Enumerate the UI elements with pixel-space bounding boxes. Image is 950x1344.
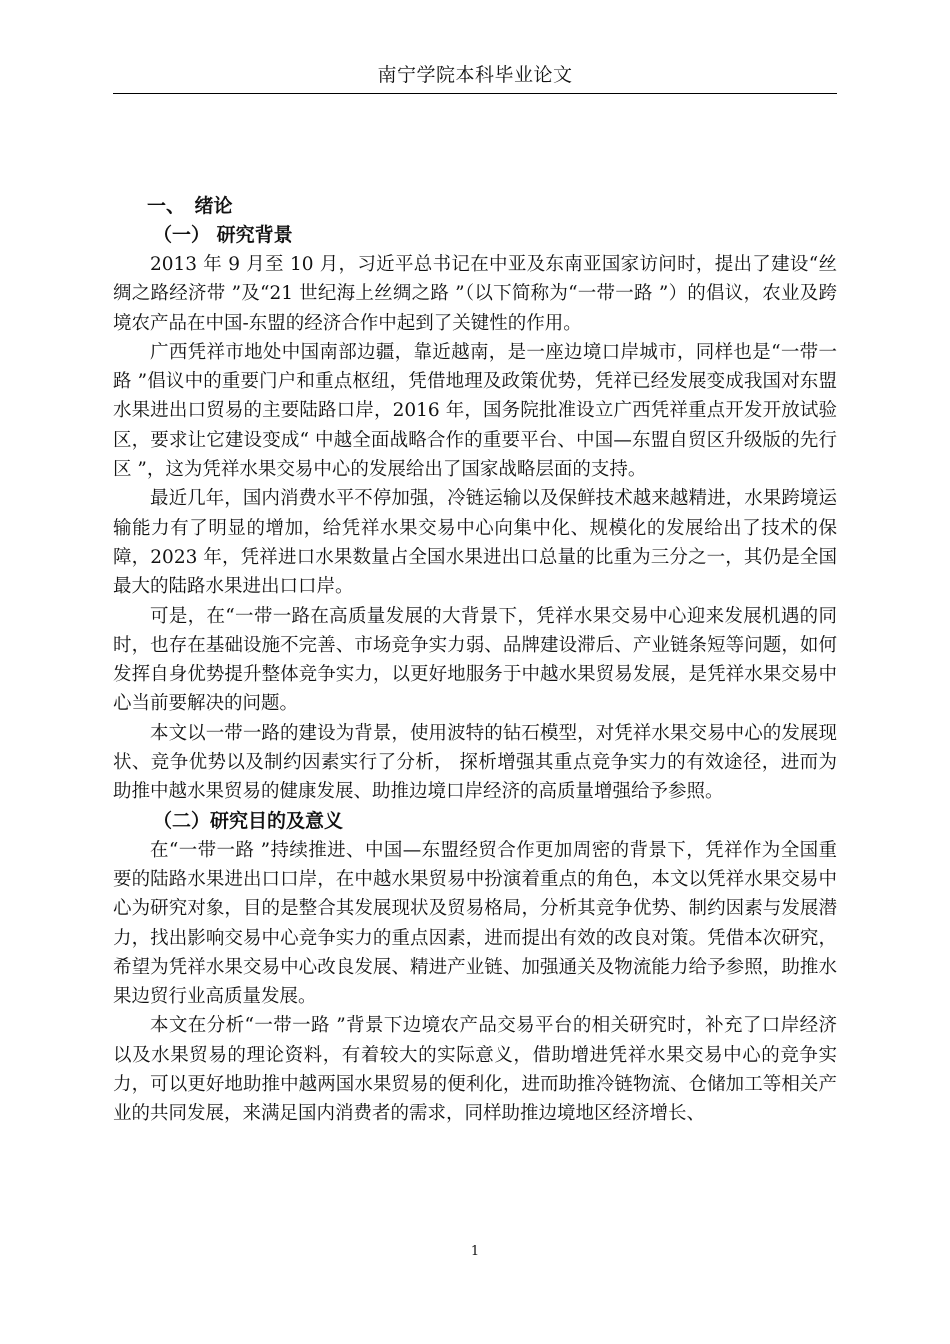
page-number: 1 [470, 1244, 480, 1259]
paragraph: 本文在分析“一带一路 ”背景下边境农产品交易平台的相关研究时，补充了口岸经济以及水果贸易的理论资料，有着较大的实际意义，借助增进凭祥水果交易中心的竞争实力，可以更好地助推中越两国水果贸易的便利化，进而助推冷链物流、仓储加工等相关产业的共同发展，来满足国内消费者的需求，同样助推边境地区经济增长、 [113, 1015, 837, 1125]
paragraph: 本文以一带一路的建设为背景，使用波特的钻石模型，对凭祥水果交易中心的发展现状、竞争优势以及制约因素实行了分析， 探析增强其重点竞争实力的有效途径，进而为助推中越水果贸易的健康发展、助推边境口岸经济的高质量增强给予参照。 [113, 722, 837, 803]
paragraph: 最近几年，国内消费水平不停加强，冷链运输以及保鲜技术越来越精进，水果跨境运输能力有了明显的增加，给凭祥水果交易中心向集中化、规模化的发展给出了技术的保障，2023 年，凭祥进口水果数量占全国水果进出口总量的比重为三分之一，其仍是全国最大的陆路水果进出口口岸。 [113, 488, 837, 598]
paragraph: 在“一带一路 ”持续推进、中国—东盟经贸合作更加周密的背景下，凭祥作为全国重要的陆路水果进出口口岸，在中越水果贸易中扮演着重点的角色，本文以凭祥水果交易中心为研究对象，目的是整合其发展现状及贸易格局，分析其竞争优势、制约因素与发展潜力，找出影响交易中心竞争实力的重点因素，进而提出有效的改良对策。凭借本次研究，希望为凭祥水果交易中心改良发展、精进产业链、加强通关及物流能力给予参照，助推水果边贸行业高质量发展。 [113, 839, 837, 1008]
paragraph: 可是，在“一带一路在高质量发展的大背景下，凭祥水果交易中心迎来发展机遇的同时，也存在基础设施不完善、市场竞争实力弱、品牌建设滞后、产业链条短等问题，如何发挥自身优势提升整体竞争实力，以更好地服务于中越水果贸易发展，是凭祥水果交易中心当前要解决的问题。 [113, 605, 837, 715]
chapter-heading: 一、 绪论 [147, 195, 233, 217]
paragraph: 广西凭祥市地处中国南部边疆，靠近越南，是一座边境口岸城市，同样也是“一带一路 ”倡议中的重要门户和重点枢纽，凭借地理及政策优势，凭祥已经发展变成我国对东盟水果进出口贸易的主要陆路口岸，2016 年，国务院批准设立广西凭祥重点开发开放试验区，要求让它建设变成“ 中越全面战略合作的重要平台、中国—东盟自贸区升级版的先行区 ”，这为凭祥水果交易中心的发展给出了国家战略层面的支持。 [113, 341, 837, 481]
page-header: 南宁学院本科毕业论文 [113, 60, 837, 94]
section-heading-purpose: （二）研究目的及意义 [153, 809, 344, 832]
section-heading-background: （一） 研究背景 [153, 224, 293, 246]
document-body [113, 192, 837, 1129]
paragraph: 2013 年 9 月至 10 月，习近平总书记在中亚及东南亚国家访问时，提出了建设“丝绸之路经济带 ”及“21 世纪海上丝绸之路 ”（以下简称为“一带一路 ”）的倡议，农业及跨境农产品在中国-东盟的经济合作中起到了关键性的作用。 [113, 254, 837, 334]
